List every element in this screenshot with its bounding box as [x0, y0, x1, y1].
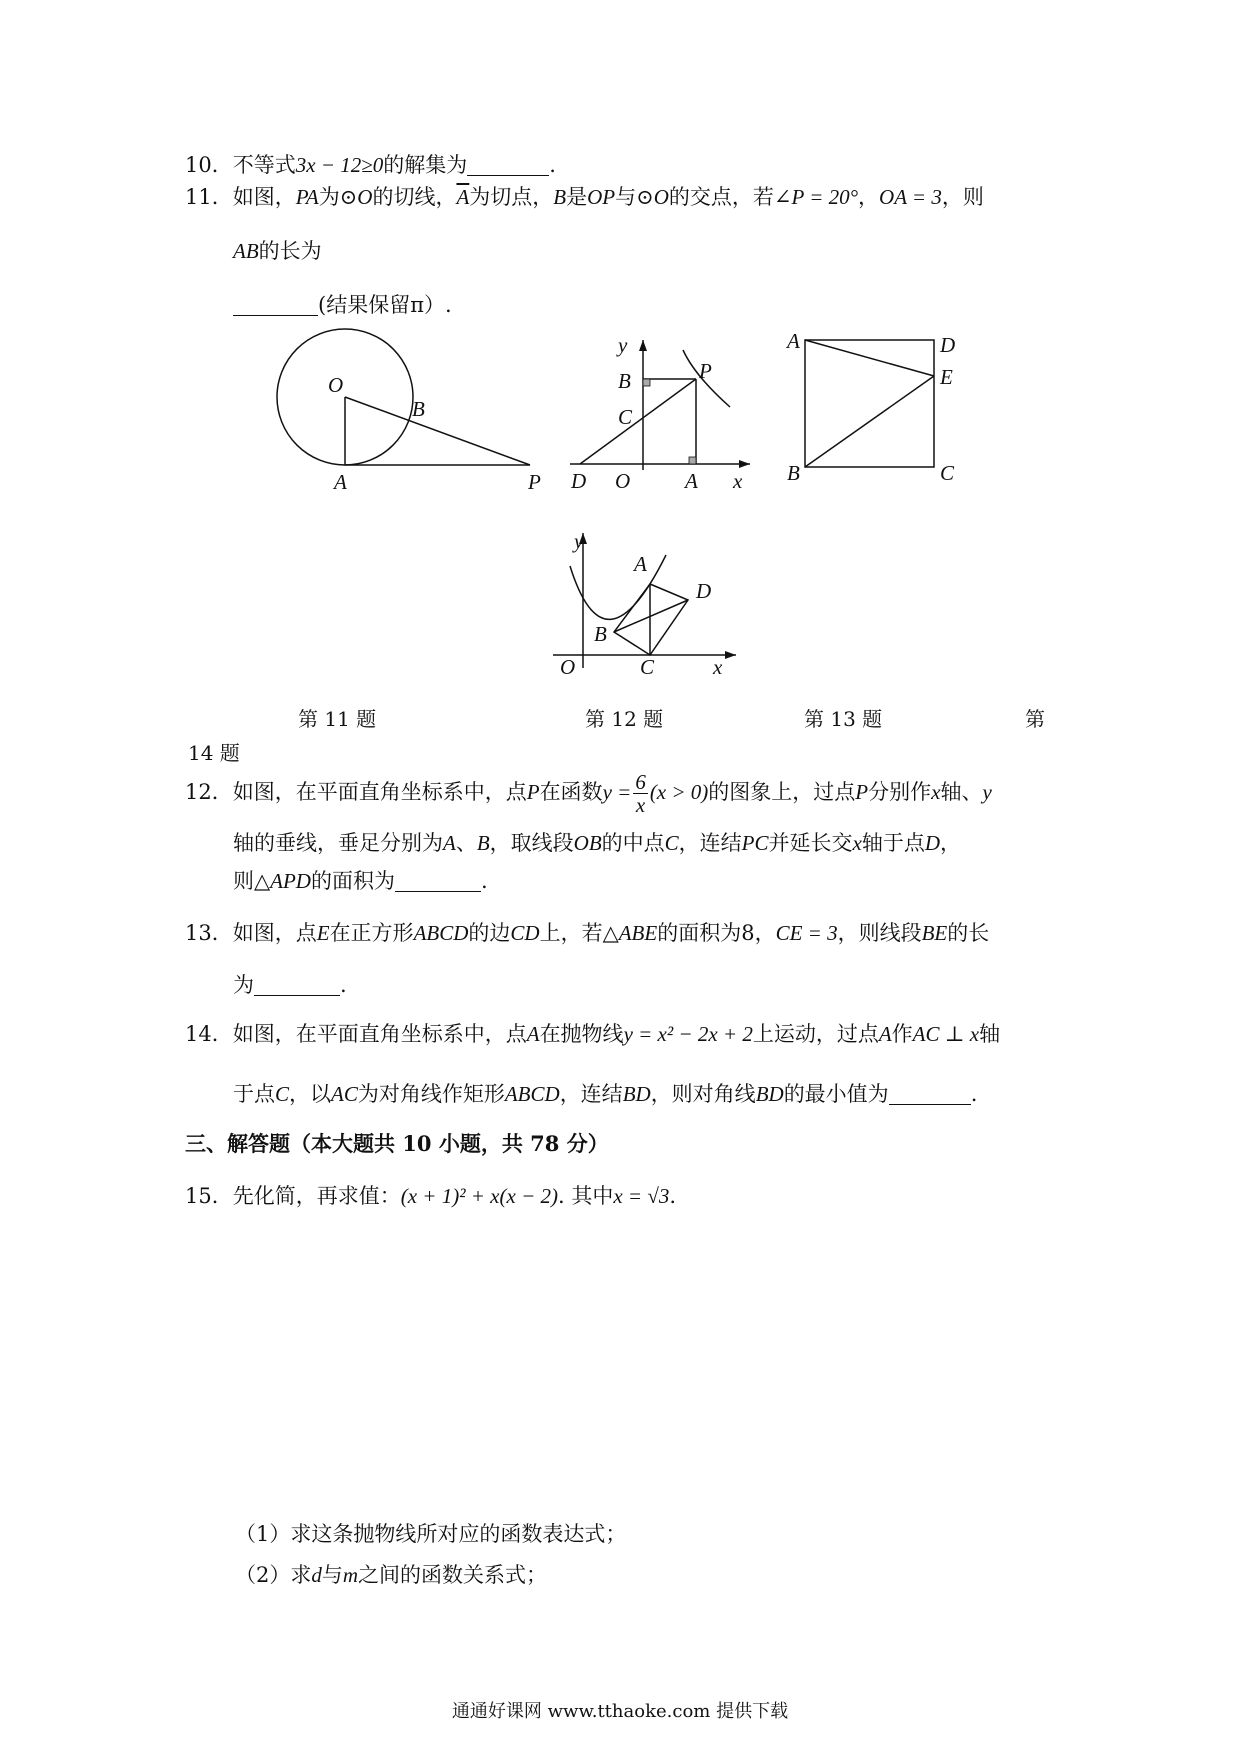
- section-3-heading: 三、解答题（本大题共 10 小题，共 78 分）: [185, 1131, 609, 1156]
- figure-12: [565, 330, 765, 495]
- label-p: P: [528, 470, 541, 494]
- question-15: 15．先化简，再求值：(x + 1)² + x(x − 2). 其中x = √3.: [185, 1184, 677, 1208]
- caption-14-part2: 14 题: [188, 741, 240, 765]
- svg-text:B: B: [594, 622, 607, 646]
- svg-text:A: A: [685, 469, 698, 493]
- inequality: 3x − 12≥0: [295, 153, 384, 177]
- label-o: O: [328, 373, 344, 397]
- parabola-equation: y = x² − 2x + 2: [623, 1022, 753, 1046]
- svg-text:E: E: [940, 365, 953, 389]
- fraction-6-over-x: $\frac{6}{x}$: [635, 770, 646, 817]
- svg-text:B: B: [618, 369, 631, 393]
- label-a: A: [334, 470, 347, 494]
- question-12: 12．如图，在平面直角坐标系中，点P在函数y = $\frac{6}{x}$ (x > 0)的图象上，过点P分别作x轴、y: [185, 770, 992, 817]
- figure-13: [780, 330, 980, 495]
- answer-blank-11[interactable]: [233, 293, 318, 316]
- label-b: B: [412, 397, 425, 421]
- question-14-line2: 于点C，以AC为对角线作矩形ABCD，连结BD，则对角线BD的最小值为 .: [233, 1082, 978, 1106]
- sub-question-2: （2）求d与m之间的函数关系式；: [235, 1563, 548, 1587]
- answer-blank-10[interactable]: [467, 153, 549, 176]
- svg-text:y: y: [574, 529, 584, 553]
- answer-blank-13[interactable]: [254, 973, 340, 996]
- svg-text:O: O: [615, 469, 631, 493]
- question-10: 10．不等式3x − 12≥0的解集为 .: [185, 153, 556, 177]
- question-13-line2: 为 .: [233, 973, 347, 997]
- question-12-line2: 轴的垂线，垂足分别为A、B，取线段OB的中点C，连结PC并延长交x轴于点D，: [233, 831, 962, 855]
- svg-text:D: D: [696, 579, 712, 603]
- svg-text:A: A: [634, 552, 647, 576]
- svg-text:D: D: [940, 333, 956, 357]
- figure-14: [548, 528, 748, 688]
- parabola: [570, 555, 666, 619]
- expression: (x + 1)² + x(x − 2): [400, 1184, 558, 1208]
- question-11-line3: (结果保留π）.: [233, 290, 452, 320]
- question-13: 13．如图，点E在正方形ABCD的边CD上，若△ABE的面积为8，CE = 3，则线段BE的长: [185, 921, 990, 945]
- answer-blank-12[interactable]: [395, 869, 481, 892]
- question-12-line3: 则△APD的面积为 .: [233, 869, 488, 893]
- question-14: 14．如图，在平面直角坐标系中，点A在抛物线y = x² − 2x + 2上运动，过点A作AC ⊥ x轴: [185, 1022, 1001, 1046]
- svg-text:x: x: [713, 655, 723, 679]
- caption-14-part1: 第: [1025, 707, 1045, 731]
- svg-text:C: C: [940, 461, 955, 485]
- figure-11: [265, 325, 555, 495]
- caption-12: 第 12 题: [585, 707, 664, 731]
- caption-11: 第 11 题: [298, 707, 377, 731]
- svg-text:P: P: [699, 359, 712, 383]
- question-11-line2: AB的长为: [233, 239, 322, 263]
- question-11: 11．如图，PA为⊙O的切线，$\overline{A}$为切点，B是OP与⊙O的交点，若∠P = 20°，OA = 3，则: [185, 185, 984, 209]
- svg-text:y: y: [618, 333, 628, 357]
- answer-blank-14[interactable]: [889, 1082, 971, 1105]
- svg-text:A: A: [787, 330, 800, 353]
- rectangle-abcd: [614, 584, 688, 655]
- footer: 通通好课网 www.tthaoke.com 提供下载: [451, 1701, 789, 1722]
- svg-text:O: O: [560, 655, 576, 679]
- svg-text:C: C: [640, 655, 655, 679]
- square-abcd: [805, 340, 934, 467]
- svg-text:D: D: [571, 469, 587, 493]
- svg-text:C: C: [618, 405, 633, 429]
- svg-text:x: x: [733, 469, 743, 493]
- svg-text:B: B: [787, 461, 800, 485]
- sub-question-1: （1）求这条抛物线所对应的函数表达式；: [235, 1522, 627, 1546]
- caption-13: 第 13 题: [804, 707, 883, 731]
